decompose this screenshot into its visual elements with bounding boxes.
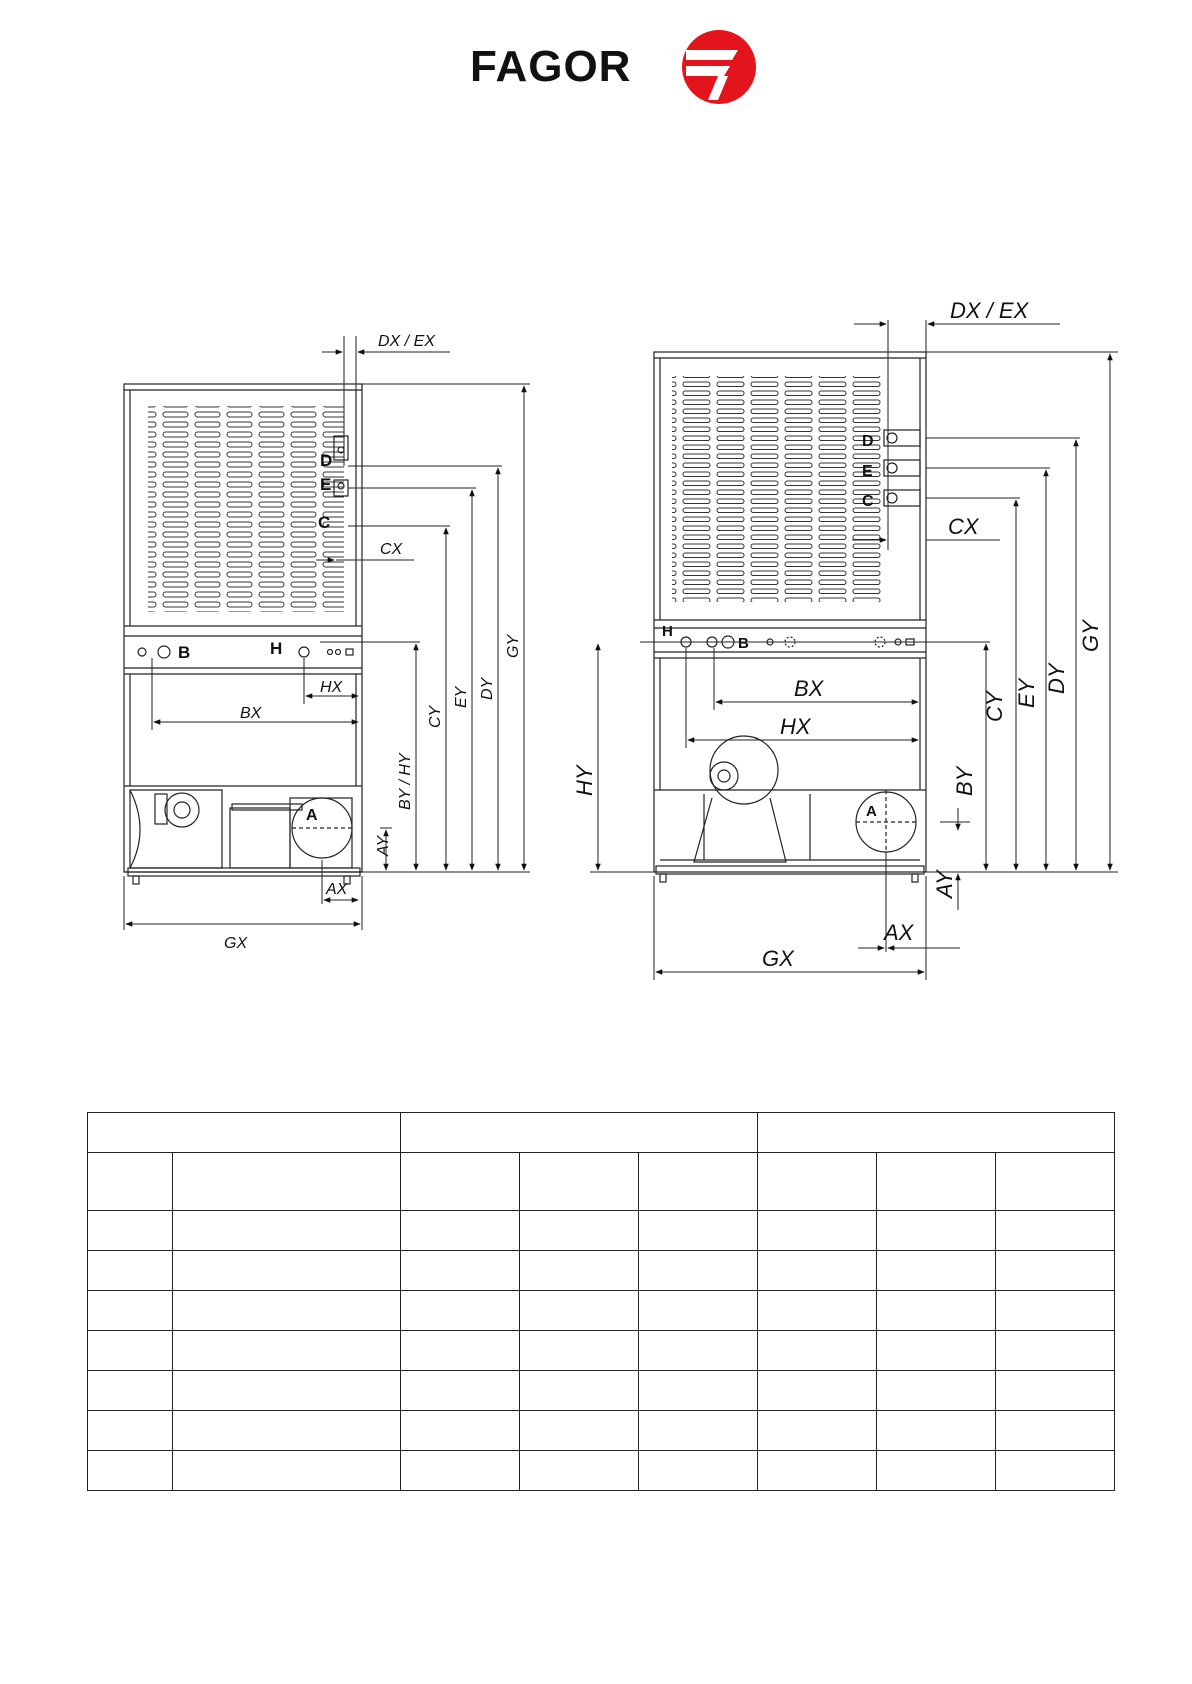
table-cell xyxy=(401,1251,520,1291)
table-cell xyxy=(996,1331,1115,1371)
table-row xyxy=(88,1291,1115,1331)
table-cell xyxy=(996,1211,1115,1251)
conn-label-b-right: B xyxy=(738,635,749,652)
table-cell xyxy=(173,1451,401,1491)
table-cell xyxy=(88,1411,173,1451)
table-cell xyxy=(639,1371,758,1411)
conn-label-a-right: A xyxy=(866,803,877,820)
table-cell xyxy=(88,1291,173,1331)
table-cell xyxy=(520,1211,639,1251)
dim-label-cx-left: CX xyxy=(380,541,403,558)
table-row xyxy=(88,1411,1115,1451)
conn-label-h-right: H xyxy=(662,623,673,640)
table-cell xyxy=(996,1411,1115,1451)
dim-label-gy-left: GY xyxy=(505,634,522,658)
table-cell xyxy=(520,1291,639,1331)
dim-label-dx-ex-right: DX / EX xyxy=(950,298,1029,323)
table-header-cell xyxy=(401,1113,758,1153)
dim-label-ax-right: AX xyxy=(884,920,914,945)
table-cell xyxy=(877,1411,996,1451)
dim-label-hx-left: HX xyxy=(320,679,343,696)
table-header-cell xyxy=(996,1153,1115,1211)
dim-label-dx-ex-left: DX / EX xyxy=(378,333,435,350)
table-cell xyxy=(173,1331,401,1371)
conn-label-e-right: E xyxy=(862,463,873,480)
dim-label-dy-right: DY xyxy=(1044,663,1069,694)
table-row xyxy=(88,1211,1115,1251)
dim-label-by-right: BY xyxy=(952,766,977,796)
table-cell xyxy=(758,1371,877,1411)
table-header-cell xyxy=(758,1113,1115,1153)
table-cell xyxy=(639,1291,758,1331)
table-cell xyxy=(401,1331,520,1371)
table-cell xyxy=(758,1331,877,1371)
table-cell xyxy=(639,1251,758,1291)
brand-name: FAGOR xyxy=(470,42,632,91)
table-cell xyxy=(401,1291,520,1331)
technical-drawings xyxy=(0,290,1192,990)
table-cell xyxy=(877,1331,996,1371)
table-cell xyxy=(996,1251,1115,1291)
table-cell xyxy=(520,1251,639,1291)
dim-label-ay-right: AY xyxy=(932,870,957,898)
dimension-table xyxy=(87,1112,1115,1491)
dim-label-ey-right: EY xyxy=(1014,678,1039,708)
table-cell xyxy=(173,1411,401,1451)
table-cell xyxy=(88,1251,173,1291)
dim-label-gx-left: GX xyxy=(224,935,248,952)
table-header-cell xyxy=(520,1153,639,1211)
table-cell xyxy=(639,1211,758,1251)
table-cell xyxy=(88,1331,173,1371)
table-cell xyxy=(996,1371,1115,1411)
table-cell xyxy=(401,1411,520,1451)
dim-label-dy-left: DY xyxy=(479,677,496,700)
dim-label-cy-right: CY xyxy=(982,691,1007,722)
table-row xyxy=(88,1371,1115,1411)
table-cell xyxy=(173,1251,401,1291)
table-cell xyxy=(520,1331,639,1371)
table-cell xyxy=(996,1451,1115,1491)
conn-label-c-right: C xyxy=(862,493,874,510)
table-cell xyxy=(996,1291,1115,1331)
table-body xyxy=(88,1211,1115,1491)
table-header-cell xyxy=(173,1153,401,1211)
table-cell xyxy=(520,1451,639,1491)
table-cell xyxy=(877,1371,996,1411)
table-header-cell xyxy=(88,1153,173,1211)
table-header-cell xyxy=(639,1153,758,1211)
table-cell xyxy=(877,1451,996,1491)
conn-label-a-left: A xyxy=(306,807,318,824)
table-cell xyxy=(758,1251,877,1291)
conn-label-b-left: B xyxy=(178,643,191,662)
dim-label-bx-left: BX xyxy=(240,705,262,722)
table-cell xyxy=(639,1411,758,1451)
table-row xyxy=(88,1251,1115,1291)
table-cell xyxy=(877,1291,996,1331)
dim-label-cy-left: CY xyxy=(427,705,444,728)
table-cell xyxy=(173,1291,401,1331)
conn-label-c-left: C xyxy=(318,513,331,532)
table-header-row-2 xyxy=(88,1153,1115,1211)
table-cell xyxy=(639,1331,758,1371)
conn-label-h-left: H xyxy=(270,639,283,658)
table-cell xyxy=(88,1211,173,1251)
dim-label-ey-left: EY xyxy=(453,686,470,708)
table-cell xyxy=(877,1211,996,1251)
dim-label-ax-left: AX xyxy=(326,881,348,898)
table-header-cell xyxy=(877,1153,996,1211)
dim-label-cx-right: CX xyxy=(948,514,979,539)
table-header-cell xyxy=(88,1113,401,1153)
table-cell xyxy=(758,1211,877,1251)
dim-label-gx-right: GX xyxy=(762,946,794,971)
table-cell xyxy=(758,1451,877,1491)
drawing-right xyxy=(654,352,926,882)
table-cell xyxy=(173,1211,401,1251)
fagor-logo xyxy=(470,28,760,118)
table-header-cell xyxy=(401,1153,520,1211)
table-cell xyxy=(520,1371,639,1411)
dim-label-bx-right: BX xyxy=(794,676,824,701)
table-cell xyxy=(88,1371,173,1411)
table-cell xyxy=(88,1451,173,1491)
table-cell xyxy=(401,1211,520,1251)
table-header-row-1 xyxy=(88,1113,1115,1153)
table-cell xyxy=(401,1371,520,1411)
fagor-logo-icon xyxy=(680,28,758,106)
table-cell xyxy=(758,1411,877,1451)
conn-label-d-right: D xyxy=(862,433,874,450)
dim-label-ay-left: AY xyxy=(375,835,392,856)
table-cell xyxy=(401,1451,520,1491)
conn-label-d-left: D xyxy=(320,451,333,470)
table-cell xyxy=(173,1371,401,1411)
conn-label-e-left: E xyxy=(320,475,332,494)
table-header-cell xyxy=(758,1153,877,1211)
dim-label-hy-right: HY xyxy=(572,765,597,796)
dim-label-gy-right: GY xyxy=(1078,620,1103,652)
table-cell xyxy=(758,1291,877,1331)
dim-label-by-hy-left: BY / HY xyxy=(397,753,414,810)
table-cell xyxy=(877,1251,996,1291)
table-row xyxy=(88,1451,1115,1491)
dim-label-hx-right: HX xyxy=(780,714,811,739)
table-cell xyxy=(520,1411,639,1451)
table-cell xyxy=(639,1451,758,1491)
table-row xyxy=(88,1331,1115,1371)
